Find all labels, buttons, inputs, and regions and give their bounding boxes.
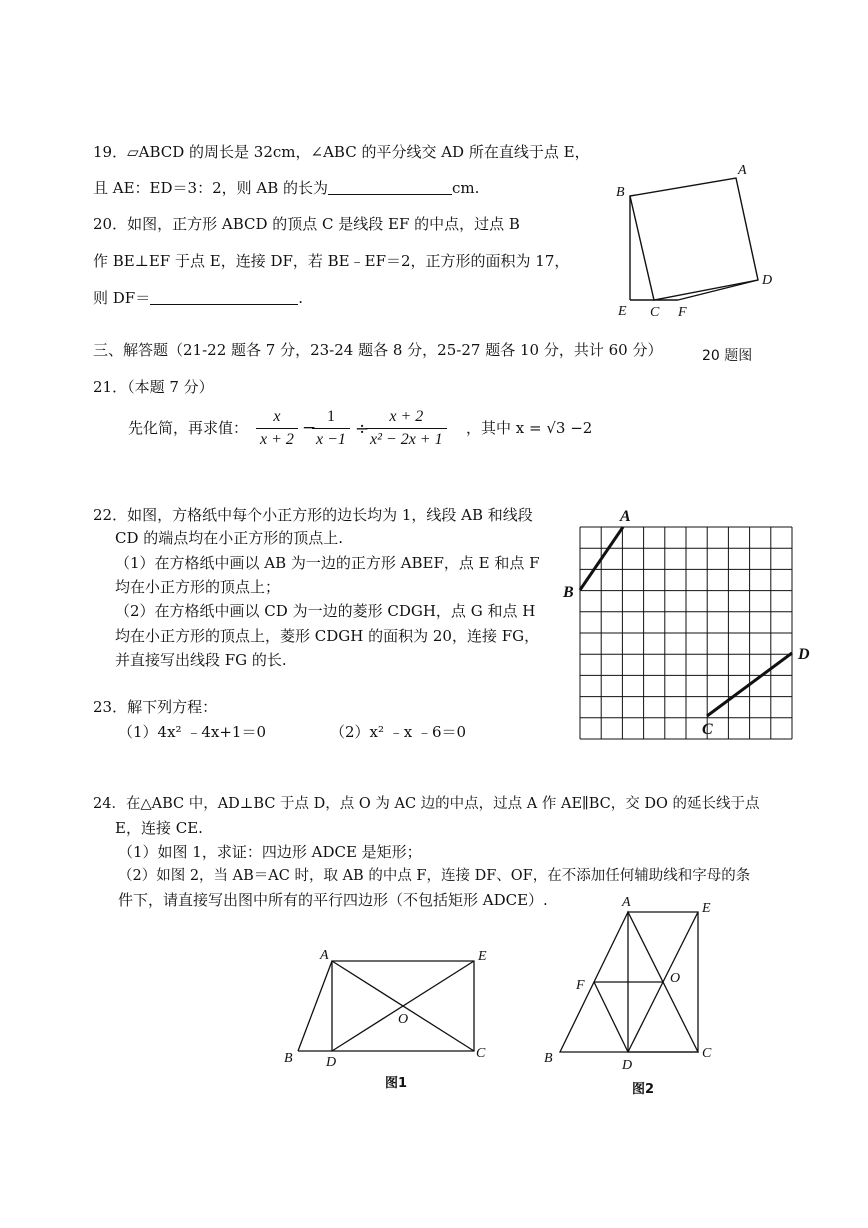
q20-figure-caption: 20 题图 — [702, 348, 753, 364]
q21-fraction-1 — [256, 406, 298, 451]
q20-segment-df — [678, 280, 758, 300]
q21-fraction-2-den: x −1 — [316, 431, 346, 448]
q23-title: 23．解下列方程： — [93, 698, 218, 716]
q22-label-b: B — [563, 584, 574, 601]
q24-line5: 件下，请直接写出图中所有的平行四边形（不包括矩形 ADCE）. — [118, 891, 548, 909]
q20-label-c: C — [650, 305, 660, 320]
fig2-label-o: O — [670, 971, 681, 986]
q19-answer-blank[interactable] — [328, 180, 452, 195]
q22-line4: 均在小正方形的顶点上； — [115, 578, 281, 596]
q20-label-a: A — [738, 163, 747, 178]
q19-line2 — [93, 178, 479, 198]
fig1-label-a: A — [320, 948, 329, 963]
fig2-caption: 图2 — [632, 1082, 655, 1097]
q21-minus: − — [302, 418, 317, 438]
q19-line2-text: 且 AE：ED＝3：2，则 AB 的长为 — [93, 179, 329, 197]
q20-answer-blank[interactable] — [150, 290, 298, 305]
fig1-caption: 图1 — [385, 1076, 408, 1091]
q21-fraction-1-den: x + 2 — [260, 431, 294, 448]
q24-line2: E，连接 CE. — [115, 819, 203, 837]
fig1-segment-ab — [298, 961, 332, 1051]
q24-line3: （1）如图 1，求证：四边形 ADCE 是矩形； — [118, 843, 422, 861]
q22-label-a: A — [620, 508, 631, 525]
q24-line1: 24．在△ABC 中，AD⊥BC 于点 D，点 O 为 AC 边的中点，过点 A 作 AE∥BC，交 DO 的延长线于点 — [93, 796, 760, 812]
fig1-label-o: O — [398, 1012, 409, 1027]
q20-label-d: D — [762, 273, 773, 288]
q22-label-d: D — [798, 646, 810, 663]
fig2-label-a: A — [622, 895, 631, 910]
q20-line3 — [93, 288, 303, 308]
q20-label-f: F — [678, 305, 687, 320]
q20-line2: 作 BE⊥EF 于点 E，连接 DF，若 BE﹣EF＝2，正方形的面积为 17， — [93, 252, 570, 270]
q21-fraction-3 — [366, 406, 447, 451]
q20-label-b: B — [616, 185, 625, 200]
q22-line5: （2）在方格纸中画以 CD 为一边的菱形 CDGH，点 G 和点 H — [115, 602, 536, 620]
fig2-label-b: B — [544, 1051, 553, 1066]
q22-grid — [580, 527, 792, 739]
q21-condition: ，其中 x = √3 −2 — [466, 419, 593, 437]
q21-fraction-2 — [312, 406, 350, 451]
q22-label-c: C — [702, 721, 713, 738]
q20-figure — [610, 160, 790, 330]
fig2-segment-df — [594, 982, 628, 1052]
q19-unit: cm. — [452, 179, 480, 197]
fig1-label-e: E — [478, 949, 487, 964]
q21-divide: ÷ — [355, 419, 370, 439]
fig2-label-d: D — [622, 1058, 633, 1073]
q22-line2: CD 的端点均在小正方形的顶点上. — [115, 529, 344, 547]
q21-fraction-3-den: x² − 2x + 1 — [370, 431, 443, 448]
q19-line1: 19．▱ABCD 的周长是 32cm，∠ABC 的平分线交 AD 所在直线于点 E， — [93, 143, 590, 161]
fig1-label-b: B — [284, 1051, 293, 1066]
q22-line1: 22．如图，方格纸中每个小正方形的边长均为 1，线段 AB 和线段 — [93, 506, 533, 524]
q21-fraction-3-num: x + 2 — [366, 406, 447, 429]
section3-heading: 三、解答题（21-22 题各 7 分，23-24 题各 8 分，25-27 题各 10 分，共计 60 分） — [93, 341, 663, 359]
q22-line6: 均在小正方形的顶点上，菱形 CDGH 的面积为 20，连接 FG， — [115, 627, 540, 645]
fig2-label-f: F — [576, 978, 585, 993]
q20-line1: 20．如图，正方形 ABCD 的顶点 C 是线段 EF 的中点，过点 B — [93, 215, 520, 233]
q21-fraction-2-num: 1 — [312, 406, 350, 429]
q21-fraction-1-num: x — [256, 406, 298, 429]
q20-line3-text: 则 DF＝ — [93, 289, 151, 307]
fig2-label-e: E — [702, 901, 711, 916]
fig1-label-d: D — [326, 1055, 337, 1070]
q22-grid-figure — [560, 505, 820, 745]
q24-line4: （2）如图 2，当 AB＝AC 时，取 AB 的中点 F，连接 DF、OF，在不添加任何辅助线和字母的条 — [118, 868, 751, 884]
fig1-label-c: C — [476, 1046, 486, 1061]
q24-figure-2 — [538, 892, 728, 1107]
q20-period: . — [298, 289, 303, 307]
q22-line3: （1）在方格纸中画以 AB 为一边的正方形 ABEF，点 E 和点 F — [115, 554, 540, 572]
q22-line7: 并直接写出线段 FG 的长. — [115, 651, 287, 669]
q23-part1: （1）4x² ﹣4x+1＝0 — [118, 723, 266, 741]
q23-part2: （2）x² ﹣x ﹣6＝0 — [330, 723, 467, 741]
q21-title: 21．（本题 7 分） — [93, 378, 214, 396]
fig2-label-c: C — [702, 1046, 712, 1061]
q20-label-e: E — [618, 304, 627, 319]
q24-figure-1 — [280, 945, 500, 1095]
q20-square — [630, 178, 758, 300]
q21-intro: 先化简，再求值： — [128, 419, 249, 437]
